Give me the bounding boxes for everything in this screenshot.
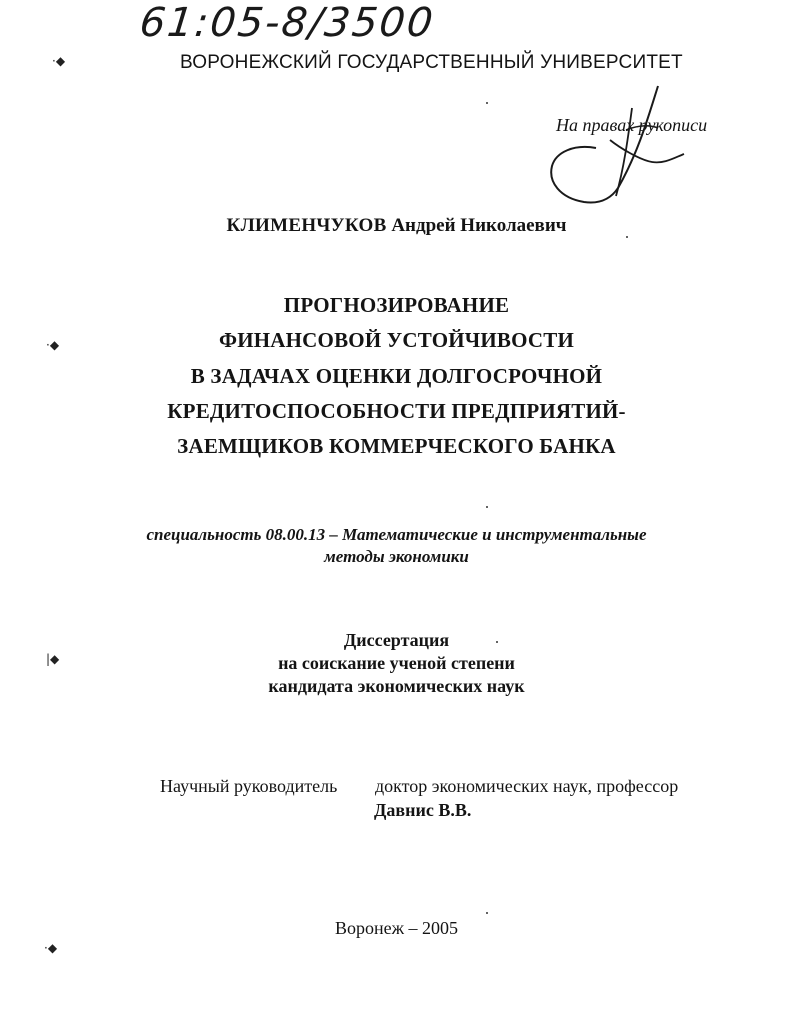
title-line-4: КРЕДИТОСПОСОБНОСТИ ПРЕДПРИЯТИЙ-	[167, 399, 626, 423]
title-line-2: ФИНАНСОВОЙ УСТОЙЧИВОСТИ	[218, 328, 575, 352]
margin-mark-icon: ·◆	[52, 54, 66, 68]
scan-speck	[486, 506, 488, 508]
dissertation-line-1: Диссертация	[343, 630, 450, 650]
specialty-line-1: специальность 08.00.13 – Математические и инструментальные	[146, 525, 647, 544]
dissertation-line-2: на соискание ученой степени	[278, 653, 515, 673]
signature-icon	[540, 78, 700, 208]
scan-speck	[496, 641, 498, 643]
supervisor-label: Научный руководитель	[160, 776, 338, 796]
scan-speck	[486, 912, 488, 914]
margin-mark-icon: ·◆	[44, 941, 58, 955]
scan-speck	[486, 102, 488, 104]
city-year: Воронеж – 2005	[334, 918, 459, 938]
margin-mark-icon: |◆	[46, 652, 60, 666]
title-line-3: В ЗАДАЧАХ ОЦЕНКИ ДОЛГОСРОЧНОЙ	[190, 364, 603, 388]
archive-number: 61:05-8/3500	[137, 0, 437, 46]
title-line-1: ПРОГНОЗИРОВАНИЕ	[283, 293, 510, 317]
manuscript-note: На правах рукописи	[556, 115, 708, 135]
title-line-5: ЗАЕМЩИКОВ КОММЕРЧЕСКОГО БАНКА	[177, 434, 616, 458]
author-name	[0, 215, 793, 237]
author-surname: КЛИМЕНЧУКОВ	[226, 215, 387, 236]
supervisor-name: Давнис В.В.	[374, 800, 472, 820]
scan-speck	[626, 236, 628, 238]
university-name: ВОРОНЕЖСКИЙ ГОСУДАРСТВЕННЫЙ УНИВЕРСИТЕТ	[180, 52, 683, 73]
specialty-line-2: методы экономики	[324, 547, 469, 566]
dissertation-line-3: кандидата экономических наук	[268, 676, 525, 696]
margin-mark-icon: ·◆	[46, 338, 60, 352]
author-given-names: Андрей Николаевич	[391, 215, 567, 236]
supervisor-degree: доктор экономических наук, профессор	[375, 776, 679, 796]
